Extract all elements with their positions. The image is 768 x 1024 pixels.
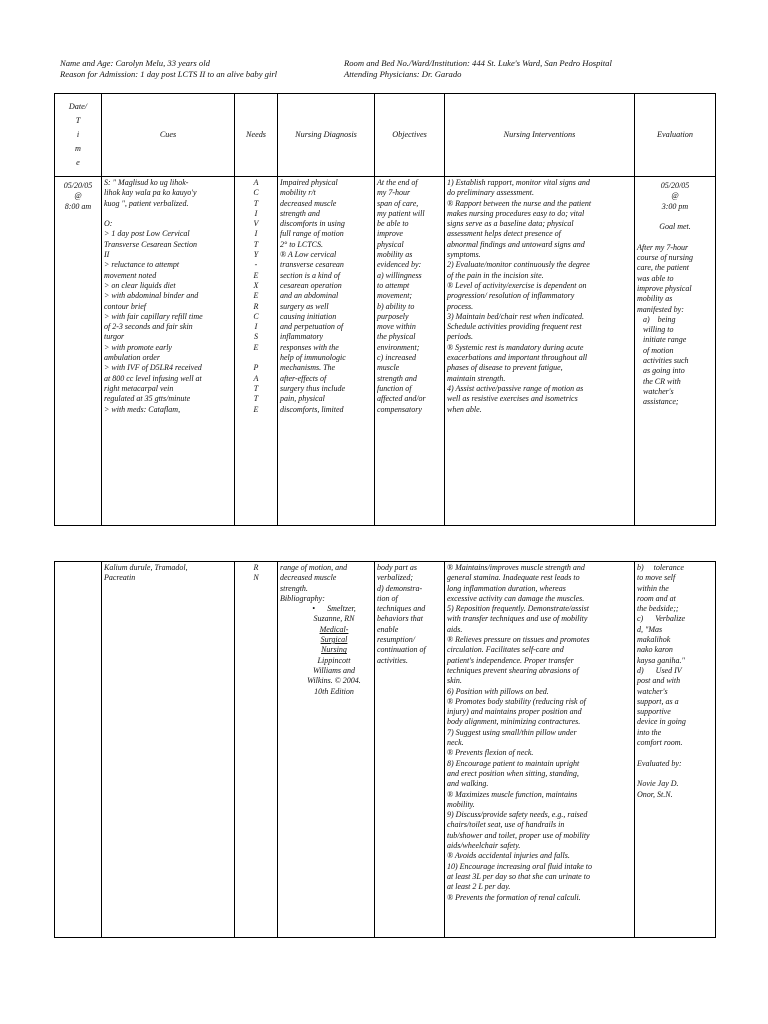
room-bed-institution: Room and Bed No./Ward/Institution: 444 St. Luke's Ward, San Pedro Hospital [344, 58, 612, 68]
table-row [55, 177, 716, 526]
cue-line: lihok kay wala pa ko kauyo'y [104, 188, 197, 198]
objective-line: compensatory [377, 404, 422, 414]
intervention-line: 4) Assist active/passive range of motion as [447, 383, 584, 393]
intervention-line: at least 2 L per day. [447, 882, 511, 892]
need-letter: C [253, 188, 259, 198]
need-letter: E [253, 404, 259, 414]
objective-line: physical [377, 239, 404, 249]
intervention-line: ® Maximizes muscle function, maintains [447, 789, 578, 799]
intervention-line: techniques prevent shearing abrasions of [447, 665, 579, 675]
intervention-line: 5) Reposition frequently. Demonstrate/assist [447, 604, 589, 614]
intervention-line: ® Rapport between the nurse and the patient [447, 198, 592, 208]
need-letter: T [253, 383, 259, 393]
cue-line: > with promote early [104, 342, 172, 352]
care-plan-table-continued [54, 561, 716, 938]
diagnosis-line: cesarean operation [280, 280, 342, 290]
need-letter: A [253, 373, 259, 383]
intervention-line: 9) Discuss/provide safety needs, e.g., raised [447, 810, 588, 820]
diagnosis-line: decreased muscle [280, 198, 337, 208]
intervention-line: with transfer techniques and use of mobility [447, 614, 588, 624]
diagnosis-line: strength. [280, 583, 308, 593]
bibliography-line: Surgical [320, 635, 348, 645]
date-time-header-letter: e [76, 158, 80, 167]
date-time-text: @ [74, 191, 82, 201]
intervention-line: mobility. [447, 799, 475, 809]
cues-cell [102, 562, 235, 938]
care-plan-table-top [54, 93, 716, 526]
bibliography-line: Williams and [312, 665, 355, 675]
intervention-line: 7) Suggest using small/thin pillow under [447, 727, 577, 737]
intervention-line: 10) Encourage increasing oral fluid intake to [447, 861, 593, 871]
intervention-line: patient's independence. Proper transfer [447, 655, 574, 665]
objective-line: to attempt [377, 280, 410, 290]
objective-line: my patient will [377, 208, 425, 218]
evaluation-line: c) Verbalize [637, 614, 685, 624]
objective-line: function of [377, 383, 412, 393]
intervention-line: ® Prevents the formation of renal calculi. [447, 892, 581, 902]
intervention-line: circulation. Facilitates self-care and [447, 645, 564, 655]
intervention-line: progression/ resolution of inflammatory [447, 291, 575, 301]
intervention-line: do preliminary assessment. [447, 188, 535, 198]
need-letter: V [253, 219, 259, 229]
cue-line: > with meds: Cataflam, [104, 404, 181, 414]
evaluation-line: nako karon [637, 645, 673, 655]
need-letter: T [253, 198, 259, 208]
objective-line: d) demonstra- [377, 583, 423, 593]
needs-cell [235, 177, 278, 526]
evaluation-line: was able to [637, 273, 674, 283]
evaluation-line: kaysa ganiha." [637, 655, 685, 665]
intervention-line: excessive activity can damage the muscles. [447, 593, 585, 603]
need-letter: E [253, 291, 259, 301]
bibliography-reference [280, 604, 372, 697]
objective-line: tion of [377, 593, 398, 603]
bibliography-line: Lippincott [317, 655, 351, 665]
intervention-line: long inflammation duration, whereas [447, 583, 566, 593]
diagnosis-line: and perpetuation of [280, 322, 344, 332]
intervention-line: and walking. [447, 779, 489, 789]
evaluation-line: improve physical [637, 283, 692, 293]
need-letter: Y [253, 250, 259, 260]
evaluation-line: After my 7-hour [637, 242, 689, 252]
evaluation-line: initiate range [637, 335, 687, 345]
cues-cell [102, 177, 235, 526]
objectives-cell [375, 177, 445, 526]
need-letter: T [253, 239, 259, 249]
intervention-line: 6) Position with pillows on bed. [447, 686, 549, 696]
cue-line: > with fair capillary refill time [104, 311, 203, 321]
intervention-line: body alignment, minimizing contractures. [447, 717, 581, 727]
nursing-interventions-cell [445, 562, 635, 938]
intervention-line: symptoms. [447, 250, 481, 260]
intervention-line: 2) Evaluate/monitor continuously the degree [447, 260, 590, 270]
objective-line: span of care, [377, 198, 419, 208]
need-letter: R [253, 301, 259, 311]
diagnosis-line: Bibliography: [280, 593, 325, 603]
col-header-nursing-diagnosis: Nursing Diagnosis [278, 94, 375, 177]
bibliography-line: 10th Edition [314, 686, 354, 696]
cue-line: > 1 day post Low Cervical [104, 229, 190, 239]
evaluation-line: Evaluated by: [637, 758, 682, 768]
cue-line: regulated at 35 gtts/minute [104, 394, 191, 404]
diagnosis-line: after-effects of [280, 373, 327, 383]
need-letter: I [254, 229, 258, 239]
objective-line: verbalized; [377, 573, 413, 583]
cue-line: movement noted [104, 270, 157, 280]
evaluation-line: device in going [637, 717, 686, 727]
intervention-line: periods. [447, 332, 473, 342]
bibliography-line: Wilkins. © 2004. [307, 676, 361, 686]
intervention-line: ® Level of activity/exercise is dependent on [447, 280, 587, 290]
cue-line [104, 209, 232, 219]
cue-line: of 2-3 seconds and fair skin [104, 322, 193, 332]
diagnosis-line: mobility r/t [280, 188, 316, 198]
col-header-cues: Cues [102, 94, 235, 177]
diagnosis-line: discomforts, limited [280, 404, 344, 414]
evaluation-line: d, "Mas [637, 624, 663, 634]
need-letter: T [253, 394, 259, 404]
evaluation-line: a) being [637, 314, 676, 324]
diagnosis-line: full range of motion [280, 229, 344, 239]
date-time-text: 8:00 am [64, 201, 92, 211]
intervention-line: 8) Encourage patient to maintain upright [447, 758, 580, 768]
cue-line: turgor [104, 332, 125, 342]
evaluation-line: comfort room. [637, 738, 683, 748]
cue-line: S: " Maglisud ko ug lihok- [104, 178, 189, 187]
intervention-line: exacerbations and important throughout all [447, 353, 588, 363]
evaluation-line: the bedside;; [637, 604, 679, 614]
need-letter: I [254, 208, 258, 218]
objective-line: affected and/or [377, 394, 426, 404]
diagnosis-line: responses with the [280, 342, 339, 352]
attending-physician: Attending Physicians: Dr. Garado [344, 69, 462, 79]
need-letter: I [254, 322, 258, 332]
evaluation-line: post and with [637, 676, 681, 686]
intervention-line: ® Relieves pressure on tissues and promotes [447, 635, 590, 645]
intervention-line: aids. [447, 624, 463, 634]
diagnosis-line: decreased muscle [280, 573, 337, 583]
intervention-line: neck. [447, 738, 464, 748]
evaluation-line: @ [671, 191, 679, 201]
diagnosis-line: help of immunologic [280, 353, 346, 363]
evaluation-line: d) Used IV [637, 665, 682, 675]
intervention-line: and erect position when sitting, standing, [447, 768, 579, 778]
evaluation-line [637, 748, 713, 758]
evaluation-line: Onor, St.N. [637, 789, 673, 799]
patient-name-age: Name and Age: Carolyn Melu, 33 years old [60, 58, 210, 68]
reason-for-admission: Reason for Admission: 1 day post LCTS II to an alive baby girl [60, 69, 278, 79]
date-time-header-letter: Date/ [68, 102, 88, 111]
evaluation-cell [635, 177, 716, 526]
col-header-objectives: Objectives [375, 94, 445, 177]
intervention-line: injury) and maintains proper position and [447, 707, 582, 717]
date-time-header-letter: m [75, 144, 81, 153]
need-letter: - [254, 260, 258, 270]
evaluation-line: 3:00 pm [661, 201, 689, 211]
intervention-line: aids/wheelchair safety. [447, 841, 521, 851]
evaluation-line: watcher's [637, 386, 674, 396]
objective-line: movement; [377, 291, 413, 301]
need-letter: A [253, 178, 259, 187]
intervention-line: when able. [447, 404, 482, 414]
cue-line: > reluctance to attempt [104, 260, 180, 270]
evaluation-line: Goal met. [659, 222, 691, 232]
diagnosis-line: surgery as well [280, 301, 329, 311]
intervention-line: signs serve as a baseline data; physical [447, 219, 574, 229]
evaluation-line: 05/20/05 [660, 181, 690, 190]
evaluation-line [637, 232, 713, 242]
table-header-row [55, 94, 716, 177]
cue-line: kuog ", patient verbalized. [104, 198, 189, 208]
bibliography-line: Suzanne, RN [313, 614, 355, 624]
need-letter: R [253, 563, 259, 572]
evaluation-line: room and at [637, 593, 676, 603]
objective-line: evidenced by: [377, 260, 422, 270]
need-letter: E [253, 342, 259, 352]
objective-line: c) increased [377, 353, 417, 363]
need-letter: C [253, 311, 259, 321]
evaluation-line: into the [637, 727, 662, 737]
cue-line: Transverse Cesarean Section [104, 239, 198, 249]
objective-line: muscle [377, 363, 400, 373]
intervention-line: tub/shower and toilet, proper use of mobility [447, 830, 590, 840]
bibliography-line: • Smeltzer, [312, 604, 356, 614]
objective-line: mobility as [377, 250, 413, 260]
objective-line: continuation of [377, 645, 426, 655]
date-time-header-letters [57, 100, 99, 170]
cue-line: at 800 cc level infusing well at [104, 373, 202, 383]
cue-line: Kalium durule, Tramadol, [104, 563, 188, 572]
diagnosis-line: causing initiation [280, 311, 337, 321]
intervention-line: makes nursing procedures easy to do; vital [447, 208, 585, 218]
patient-header [60, 58, 740, 80]
objective-line: my 7-hour [377, 188, 411, 198]
evaluation-line: makalihok [637, 635, 671, 645]
evaluation-line: the CR with [637, 376, 681, 386]
objective-line: techniques and [377, 604, 426, 614]
evaluation-line [637, 212, 713, 222]
evaluation-line: within the [637, 583, 669, 593]
diagnosis-line: and an abdominal [280, 291, 339, 301]
diagnosis-line: discomforts in using [280, 219, 345, 229]
objective-line: enable [377, 624, 399, 634]
intervention-line: phases of disease to prevent fatigue, [447, 363, 563, 373]
diagnosis-line: surgery thus include [280, 383, 346, 393]
cue-line: ambulation order [104, 353, 160, 363]
objective-line: environment; [377, 342, 420, 352]
intervention-line: ® Promotes body stability (reducing risk of [447, 696, 586, 706]
evaluation-line: care, the patient [637, 263, 689, 273]
objective-line: purposely [377, 311, 409, 321]
need-letter [237, 353, 275, 363]
intervention-line: ® Systemic rest is mandatory during acute [447, 342, 584, 352]
bibliography-line: Medical- [319, 624, 349, 634]
objective-line: body part as [377, 563, 417, 572]
cue-line: > on clear liquids diet [104, 280, 176, 290]
evaluation-line: course of nursing [637, 253, 693, 263]
cue-line: II [104, 250, 110, 260]
diagnosis-line: transverse cesarean [280, 260, 344, 270]
objective-line: move within [377, 322, 416, 332]
need-letter: E [253, 270, 259, 280]
intervention-line: general stamina. Inadequate rest leads to [447, 573, 580, 583]
objective-line: improve [377, 229, 403, 239]
objective-line: behaviors that [377, 614, 423, 624]
table-row [55, 562, 716, 938]
evaluation-line: as going into [637, 366, 685, 376]
evaluation-line: activities such [637, 356, 689, 366]
evaluation-line: support, as a [637, 696, 679, 706]
need-letter: N [253, 573, 259, 583]
intervention-line: 3) Maintain bed/chair rest when indicated. [447, 311, 585, 321]
objective-line: strength and [377, 373, 417, 383]
objective-line: b) ability to [377, 301, 415, 311]
evaluation-line: to move self [637, 573, 676, 583]
cue-line: Pacreatin [104, 573, 136, 583]
objective-line: the physical [377, 332, 416, 342]
col-header-date-time [55, 94, 102, 177]
evaluation-line: assistance; [637, 397, 679, 407]
intervention-line: skin. [447, 676, 462, 686]
intervention-line: assessment helps detect presence of [447, 229, 561, 239]
date-time-header-letter: i [76, 130, 80, 139]
evaluation-line [637, 769, 713, 779]
col-header-evaluation: Evaluation [635, 94, 716, 177]
needs-cell [235, 562, 278, 938]
evaluation-line: manifested by: [637, 304, 684, 314]
intervention-line: Schedule activities providing frequent rest [447, 322, 582, 332]
diagnosis-line: section is a kind of [280, 270, 340, 280]
nursing-diagnosis-cell [278, 562, 375, 938]
intervention-line: ® Prevents flexion of neck. [447, 748, 534, 758]
objective-line: be able to [377, 219, 409, 229]
evaluation-line: b) tolerance [637, 563, 684, 572]
bibliography-line: Nursing [321, 645, 347, 655]
intervention-line: well as resistive exercises and isometrics [447, 394, 578, 404]
evaluation-line: Novie Jay D. [637, 779, 679, 789]
evaluation-cell [635, 562, 716, 938]
need-letter: X [253, 280, 259, 290]
diagnosis-line: pain, physical [280, 394, 325, 404]
intervention-line: 1) Establish rapport, monitor vital signs and [447, 178, 590, 187]
diagnosis-line: strength and [280, 208, 320, 218]
diagnosis-line: range of motion, and [280, 563, 348, 572]
diagnosis-line: mechanisms. The [280, 363, 336, 373]
diagnosis-line: Impaired physical [280, 178, 338, 187]
need-letter: S [254, 332, 258, 342]
evaluation-line: watcher's [637, 686, 668, 696]
col-header-nursing-interventions: Nursing Interventions [445, 94, 635, 177]
intervention-line: at least 3L per day so that she can urinate to [447, 871, 590, 881]
objective-line: activities. [377, 655, 408, 665]
intervention-line: of the pain in the incision site. [447, 270, 544, 280]
nursing-interventions-cell [445, 177, 635, 526]
date-time-header-letter: T [75, 116, 81, 125]
intervention-line: chairs/toilet seat, use of handrails in [447, 820, 565, 830]
diagnosis-line: 2° to LCTCS. [280, 239, 323, 249]
evaluation-line: mobility as [637, 294, 673, 304]
diagnosis-line: inflammatory [280, 332, 324, 342]
objective-line: resumption/ [377, 635, 415, 645]
intervention-line: ® Avoids accidental injuries and falls. [447, 851, 570, 861]
cue-line: right metacarpal vein [104, 383, 174, 393]
evaluation-line: of motion [637, 345, 674, 355]
col-header-needs: Needs [235, 94, 278, 177]
intervention-line: process. [447, 301, 474, 311]
objectives-cell [375, 562, 445, 938]
date-time-cell [55, 177, 102, 526]
intervention-line: maintain strength. [447, 373, 506, 383]
date-time-text: 05/20/05 [63, 181, 93, 190]
cue-line: contour brief [104, 301, 146, 311]
intervention-line: ® Maintains/improves muscle strength and [447, 563, 585, 572]
diagnosis-line: ® A Low cervical [280, 250, 337, 260]
nursing-diagnosis-cell [278, 177, 375, 526]
objective-line: a) willingness [377, 270, 422, 280]
need-letter: P [253, 363, 259, 373]
cue-line: > with abdominal binder and [104, 291, 199, 301]
cue-line: O: [104, 219, 113, 229]
evaluation-line: willing to [637, 325, 674, 335]
evaluation-line: supportive [637, 707, 671, 717]
intervention-line: abnormal findings and untoward signs and [447, 239, 585, 249]
objective-line: At the end of [377, 178, 418, 187]
date-time-cell [55, 562, 102, 938]
cue-line: > with IVF of D5LR4 received [104, 363, 202, 373]
